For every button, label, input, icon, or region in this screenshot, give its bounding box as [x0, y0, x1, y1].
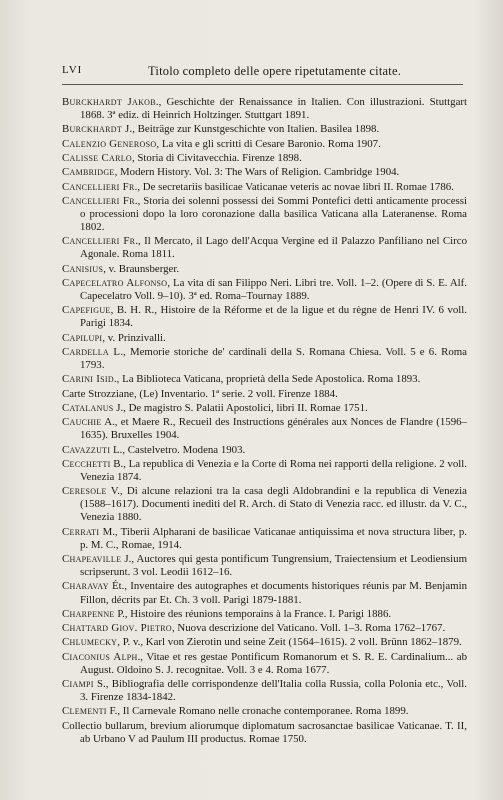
bibliography-entry [62, 235, 467, 261]
entry-author: Chapeaville [62, 553, 122, 566]
bibliography-entry [62, 678, 467, 704]
running-title: Titolo completo delle opere ripetutamente citate. [148, 64, 402, 78]
entry-author: Catalanus [62, 401, 114, 414]
bibliography-entry [62, 123, 467, 136]
entry-text: , Nuova descrizione del Vaticano. Voll. 1–3. Roma 1762–1767. [172, 622, 446, 635]
entry-author: Ciaconius Alph [62, 650, 138, 663]
bibliography-entry [62, 304, 467, 330]
entry-text: Collectio bullarum, brevium aliorumque diplomatum sacrosanctae basilicae Vaticanae. T. II, ab Urbano V ad Paulum III productus. Romae 1750. [62, 719, 467, 745]
bibliography-entry [62, 622, 467, 635]
bibliography-entry [62, 195, 467, 234]
entry-text: , Modern History. Vol. 3: The Wars of Religion. Cambridge 1904. [114, 166, 400, 179]
bibliography-entry [62, 277, 467, 303]
entry-author: Carini Isid [62, 373, 114, 386]
bibliography-entry [62, 263, 467, 276]
bibliography-entry [62, 346, 467, 372]
entry-author: Chlumecky [62, 636, 118, 649]
bibliography-entry [62, 388, 467, 401]
entry-author: Cancellieri Fr [62, 235, 136, 248]
entry-author: Ceresole [62, 485, 107, 498]
bibliography-entry [62, 720, 467, 746]
entry-text: ., La Biblioteca Vaticana, proprietà della Sede Apostolica. Roma 1893. [113, 373, 421, 386]
bibliography-entry [62, 181, 467, 194]
entry-author: Calenzio Generoso [62, 137, 157, 150]
bibliography-entry [62, 96, 467, 122]
bibliography-entry [62, 416, 467, 442]
bibliography-entry [62, 458, 467, 484]
entry-text: ., Vitae et res gestae Pontificum Romanorum et S. R. E. Cardinalium... ab August. Oldoino S. J. recognitae. Voll. 3 e 4. Roma 1677. [80, 650, 468, 676]
entry-author: Calisse Carlo [62, 151, 132, 164]
bibliography-entry [62, 526, 467, 552]
page-header [62, 64, 463, 82]
entry-author: Ciampi [62, 678, 94, 690]
bibliography-entry [62, 580, 467, 606]
entry-text: , B. H. R., Histoire de la Réforme et de la ligue et du règne de Henri IV. 6 voll. Parigi 1834. [80, 304, 467, 330]
bibliography-entry [62, 636, 467, 649]
bibliography-entry [62, 332, 467, 345]
entry-author: Capefigue [62, 304, 111, 317]
entry-text: Ét., Inventaire des autographes et documents historiques réunis par M. Benjamin Fillon, décrits par Et. Ch. 3 voll. Parigi 1879-1881. [80, 580, 467, 606]
entry-text: , Storia di Civitavecchia. Firenze 1898. [131, 151, 302, 164]
entry-text: , v. Prinzivalli. [102, 331, 166, 344]
entry-text: Carte Strozziane, (Le) Inventario. 1ª serie. 2 voll. Firenze 1884. [62, 387, 338, 400]
entry-author: Chattard Giov. Pietro [62, 622, 172, 635]
entry-author: Canisius [62, 262, 104, 275]
bibliography-entry [62, 553, 467, 579]
entry-text: M., Tiberii Alpharani de basilicae Vaticanae antiquissima et nova structura liber, p. p. M. C., Romae, 1914. [80, 525, 467, 551]
entry-author: Charavay [62, 580, 109, 593]
entry-author: Cauchie [62, 416, 102, 429]
entry-author: Cecchetti [62, 457, 111, 470]
entry-text: ., Geschichte der Renaissance in Italien. Con illustrazioni. Stuttgart 1868. 3ª ediz. di Heinrich Holtzinger. Stuttgart 1891. [80, 96, 467, 122]
entry-text: A., et Maere R., Recueil des Instructions générales aux Nonces de Flandre (1596–1635). Bruxelles 1904. [80, 416, 467, 442]
entry-text: , La vita di san Filippo Neri. Libri tre. Voll. 1–2. (Opere di S. E. Alf. Capecelatro Voll. 9–10). 3ª ed. Roma–Tournay 1889. [80, 276, 467, 302]
bibliography-entry [62, 444, 467, 457]
entry-author: Cancellieri Fr [62, 180, 135, 193]
entry-text: ., De secretariis basilicae Vaticanae veteris ac novae libri II. Romae 1786. [134, 180, 454, 193]
entry-text: ., Storia dei solenni possessi dei Sommi Pontefici detti anticamente processi o processioni dopo la loro coronazione dalla basilica Vaticana alla Lateranense. Roma 1802. [80, 194, 467, 233]
bibliography-entry [62, 373, 467, 386]
entry-text: ., Beiträge zur Kunstgeschichte von Italien. Basilea 1898. [129, 123, 380, 136]
bibliography-entry [62, 166, 467, 179]
entry-text: , P. v., Karl von Zierotin und seine Zeit (1564–1615). 2 voll. Brünn 1862–1879. [117, 636, 462, 649]
bibliography-entry [62, 402, 467, 415]
bibliography-entry [62, 705, 467, 718]
bibliography-entry [62, 138, 467, 151]
entry-author: Clementi [62, 705, 107, 718]
entry-text: , La vita e gli scritti di Cesare Baronio. Roma 1907. [156, 137, 381, 150]
entry-author: Capilupi [62, 331, 103, 344]
bibliography-entry [62, 651, 467, 677]
entry-text: ., Il Mercato, il Lago dell'Acqua Vergine ed il Palazzo Panfiliano nel Circo Agonale. Roma 1811. [80, 235, 468, 261]
bibliography-entry [62, 152, 467, 165]
entry-text: S., Bibliografia delle corrispondenze dell'Italia colla Russia, colla Polonia etc., Voll. 3. Firenze 1834-1842. [80, 678, 467, 704]
entry-text: B., La republica di Venezia e la Corte di Roma nei rapporti della religione. 2 voll. Venezia 1874. [80, 457, 467, 483]
entry-text: J., Auctores qui gesta pontificum Tungrensium, Traiectensium et Leodiensium scripserunt. 3 vol. Leodii 1612–16. [80, 553, 467, 579]
entry-text: P., Histoire des réunions temporains à la France. I. Parigi 1886. [114, 607, 392, 620]
entry-author: Cerrati [62, 525, 100, 538]
header-rule [62, 84, 463, 85]
entry-author: Cancellieri Fr [62, 194, 135, 207]
bibliography-entry [62, 485, 467, 524]
entry-text: , v. Braunsberger. [103, 262, 180, 275]
entry-text: V., Di alcune relazioni tra la casa degli Aldobrandini e la republica di Venezia (1588–1617). Documenti inediti del R. Arch. di Stato di Venezia racc. ed illustr. da V. C., Venezia 1880. [80, 485, 467, 524]
entry-text: J., De magistro S. Palatii Apostolici, libri II. Romae 1751. [113, 401, 368, 414]
entry-author: Capecelatro Alfonso [62, 276, 168, 289]
entry-author: Cardella L [62, 345, 121, 358]
entry-author: Cavazzuti [62, 443, 111, 456]
page-number: LVI [62, 64, 83, 76]
entry-text: ., Memorie storiche de' cardinali della S. Romana Chiesa. Voll. 5 e 6. Roma 1793. [80, 345, 467, 372]
entry-author: Burckhardt J [62, 123, 130, 136]
entry-text: L., Castelvetro. Modena 1903. [110, 443, 246, 456]
bibliography-entry [62, 608, 467, 621]
entry-author: Cambridge [62, 166, 115, 179]
entry-author: Charpenne [62, 607, 115, 620]
entry-author: Burckhardt Jakob [62, 96, 156, 108]
bibliography-list [62, 96, 467, 747]
entry-text: F., Il Carnevale Romano nelle cronache contemporanee. Roma 1899. [106, 705, 409, 718]
